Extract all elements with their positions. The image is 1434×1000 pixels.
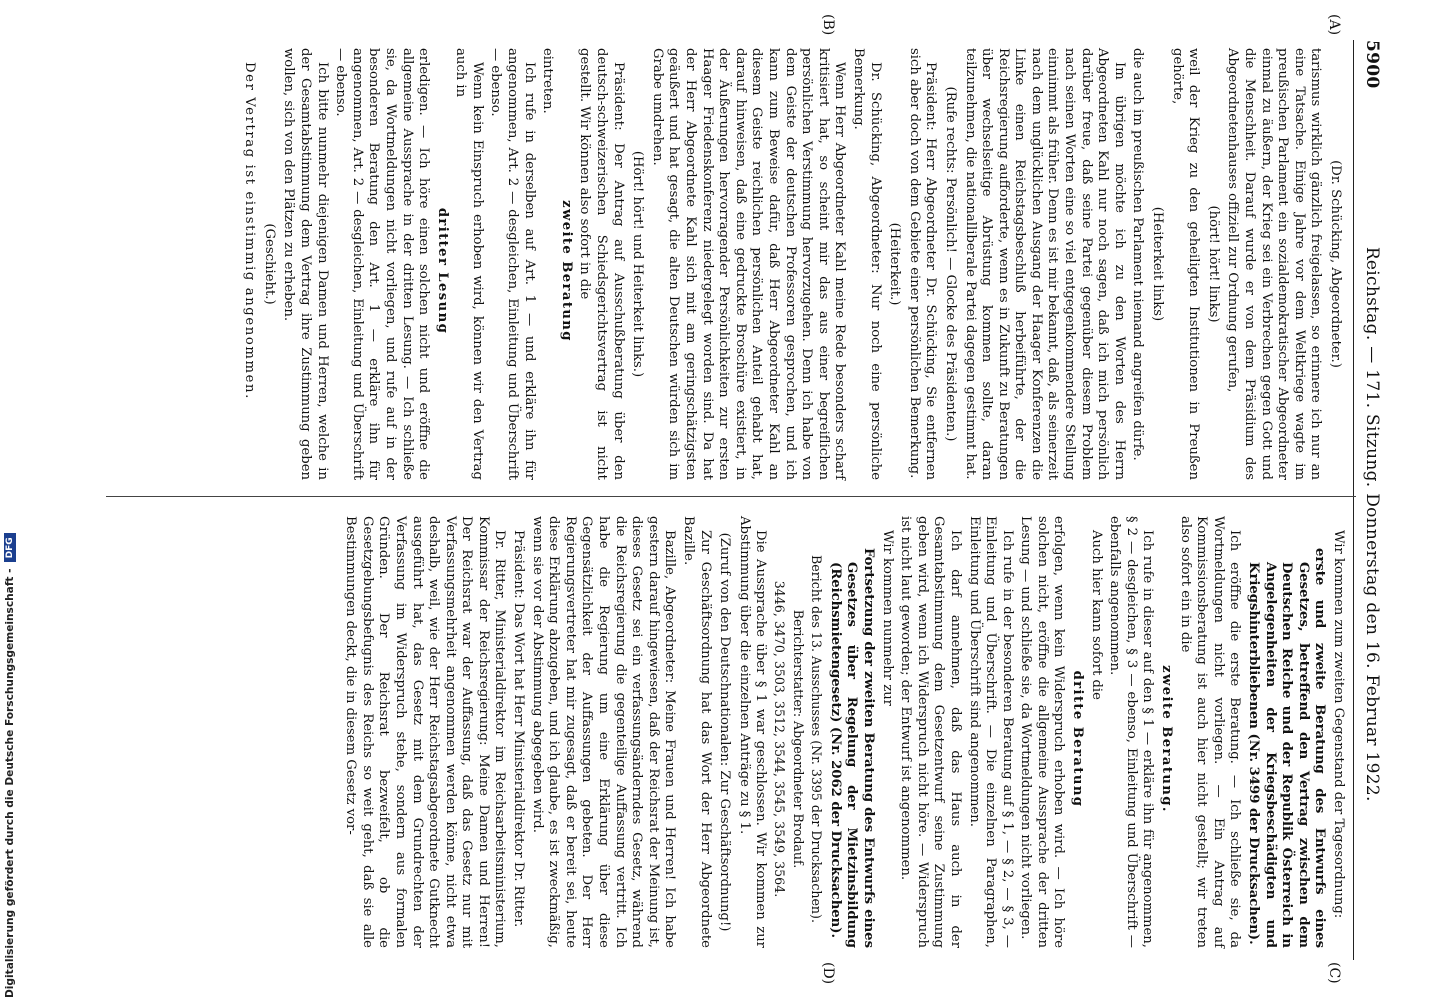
margin-mark-a: (A) [1326, 14, 1342, 36]
interjection: (Heiterkeit.) [887, 222, 903, 306]
credit-text: Digitalisierung gefördert durch die Deutsche Forschungsgemeinschaft - [4, 568, 16, 998]
section-heading: zweite Beratung [558, 200, 574, 342]
interjection: (Zuruf von den Deutschnationalen: Zur Geschäftsordnung!) [717, 532, 733, 932]
reference-line: Bericht des 13. Ausschusses (Nr. 3395 der Drucksachen). [809, 555, 825, 923]
paragraph: Bazille, Abgeordneter: Meine Frauen und Herren! Ich habe gestern darauf hingewiesen, daß der Reichsrat der Meinung ist, dieses Gesetz sei ein verfassungsänderndes Gesetz, während die Reichsregierung die gegenteilige Auffassung vertritt. Ich habe die Regierung um eine Erklärung über diese Gegensätzlichkeit der Auffassungen gebeten. Der Herr Regierungsvertreter hat mir zugesagt, daß er bereit sei, heute diese Erklärung abzugeben, und ich glaube, es ist zweckmäßig, wenn sie vor der Abstimmung abgegeben wird. [529, 516, 678, 948]
paragraph: Dr. Schücking, Abgeordneter: Nur noch eine persönliche Bemerkung. [850, 48, 883, 480]
paragraph: Wenn Herr Abgeordneter Kahl meine Rede besonders scharf kritisiert hat, so scheint mir das aus einer begreiflichen persönlichen Verstimmung hervorzugehen. Denn ich habe von dem Geiste der deutschen Professoren gesprochen, und ich kann zum Beweise dafür, daß Herr Abgeordneter Kahl an diesem Geiste reichlichen persönlichen Anteil gehabt hat, darauf hinweisen, daß eine gedruckte Broschüre existiert, in der Äußerungen hervorragender Persönlichkeiten zur ersten Haager Friedenskonferenz niedergelegt worden sind. Da hat der Herr Abgeordnete Kahl sich mit am geringschätzigsten geäußert und hat gesagt, die alten Deutschen würden sich im Grabe umdrehen. [649, 48, 848, 480]
paragraph: weil der Krieg zu den geheiligten Institutionen in Preußen gehörte, [1169, 48, 1202, 480]
paragraph: Ich rufe in dieser auf den § 1 — erkläre ihn für angenommen, § 2 — desgleichen, § 3 — ebenso, Einleitung und Überschrift — ebenfalls angenommen. [1107, 516, 1156, 948]
margin-mark-b: (B) [820, 14, 836, 36]
section-heading: dritter Lesung [434, 207, 450, 335]
paragraph: erledigen. — Ich höre einen solchen nicht und eröffne die allgemeine Aussprache in der dritten Lesung. — Ich schließe sie, da Wortmeldungen nicht vorliegen, und rufe auf in der besonderen Beratung den Art. 1 — erkläre ihn für angenommen, Art. 2 — desgleichen, Einleitung und Überschrift — ebenso. [333, 48, 432, 480]
president-remark: Präsident: Das Wort hat Herr Ministerialdirektor Dr. Ritter. [511, 530, 527, 928]
paragraph: tarismus wirklich gänzlich freigelassen, so erinnere ich nur an eine Tatsache. Einige Jahre vor dem Weltkriege wagte im preußischen Parlament ein sozialdemokratischer Abgeordneter einmal zu äußern, der Krieg sei ein Verbrechen gegen Gott und die Menschheit. Darauf wurde er von dem Präsidium des Abgeordnetenhauses offiziell zur Ordnung gerufen, [1225, 48, 1324, 480]
right-column [340, 516, 1346, 948]
speaker-ref: (Dr. Schücking, Abgeordneter.) [1328, 160, 1343, 368]
page-title: Reichstag. — 171. Sitzung. Donnerstag den 16. Februar 1922. [1362, 246, 1382, 802]
paragraph: Ich rufe in der besonderen Beratung auf § 1, — § 2, — § 3, — Einleitung und Überschrift. — Die einzelnen Paragraphen, Einleitung und Überschrift sind angenommen. [966, 516, 1015, 948]
president-remark: Präsident: Herr Abgeordneter Dr. Schücking, Sie entfernen sich aber doch von dem Gebiete einer persönlichen Bemerkung. [906, 48, 939, 480]
president-remark: Präsident: Der Antrag auf Ausschußberatung über den deutsch-schweizerischen Schiedsgerichtsvertrag ist nicht gestellt. Wir können also sofort in die [577, 48, 626, 480]
paragraph: Im übrigen möchte ich zu den Worten des Herrn Abgeordneten Kahl nur noch sagen, daß ich mich persönlich darüber freue, daß seine Partei gegenüber diesem Problem nach seinen Worten eine so viel entgegenkommendere Stellung einnimmt als früher. Denn es ist mir bekannt, daß, als seinerzeit nach dem unglücklichen Ausgang der Haager Konferenzen die Linke einen Reichstagsbeschluß herbeiführte, der die Reichsregierung aufforderte, wenn es in Zukunft zu Beratungen über wechselseitige Abrüstung kommen sollte, daran teilzunehmen, die nationalliberale Partei dagegen gestimmt hat. [962, 48, 1127, 480]
interjection: (Heiterkeit links) [1150, 206, 1166, 322]
paragraph: Wir kommen nunmehr zur [879, 530, 895, 706]
agenda-item: Fortsetzung der zweiten Beratung des Entwurfs eines Gesetzes über Regelung der Mietzinsbildung (Reichsmietengesetz) (Nr. 2062 der Drucksachen). [827, 548, 876, 948]
section-heading: dritte Beratung [1070, 670, 1086, 808]
paragraph: Dr. Ritter, Ministerialdirektor im Reichsarbeitsministerium, Kommissar der Reichsregierung: Meine Damen und Herren! Der Reichsrat war der Auffassung, daß das Gesetz nur mit Verfassungsmehrheit angenommen werden könne, nicht etwa deshalb, weil, wie der Herr Reichstagsabgeordnete Gutknecht ausgeführt hat, das Gesetz mit dem Grundrechten der Verfassung im Widerspruch stehe, sondern aus formalen Gründen. Der Reichsrat bezweifelt, ob die Gesetzgebungsbefugnis des Reichs so weit geht, daß sie alle Bestimmungen deckt, die in diesem Gesetz vor- [343, 516, 508, 948]
paragraph: Auch hier kann sofort die [1088, 530, 1104, 700]
section-heading: zweite Beratung. [1159, 665, 1175, 813]
header-rule [1353, 40, 1354, 960]
margin-mark-d: (D) [820, 962, 836, 985]
paragraph: Zur Geschäftsordnung hat das Wort der Herr Abgeordnete Bazille. [681, 516, 713, 948]
page-number: 5900 [1362, 40, 1382, 89]
rotated-page [96, 0, 1396, 1000]
interjection: (Hört! hört! und Heiterkeit links.) [630, 150, 646, 378]
paragraph: Ich darf annehmen, daß das Haus auch in der Gesamtabstimmung dem Gesetzentwurf seine Zustimmung geben wird, wenn ich Widerspruch nicht höre. — Widerspruch ist nicht laut geworden; der Entwurf ist angenommen. [898, 516, 963, 948]
paragraph: Ich rufe in derselben auf Art. 1 — und erkläre ihn für angenommen, Art. 2 — desgleichen, Einleitung und Überschrift — ebenso. [488, 48, 537, 480]
paragraph: eintreten. [540, 48, 556, 114]
paragraph: Die Aussprache über § 1 war geschlossen. Wir kommen zur Abstimmung über die einzelnen Anträge zu § 1. [736, 516, 769, 948]
digitization-credit [4, 533, 16, 998]
paragraph: Der Vertrag ist einstimmig angenommen. [242, 62, 258, 400]
column-divider [106, 496, 1356, 497]
interjection: (Geschieht.) [261, 223, 277, 305]
paragraph: Ich eröffne die erste Beratung. — Ich schließe sie, da Wortmeldungen nicht vorliegen. — Ein Antrag auf Kommissionsberatung ist auch hier nicht gestellt; wir treten also sofort ein in die [1177, 516, 1243, 948]
page-header [1360, 40, 1382, 960]
dfg-logo: DFG [4, 533, 16, 562]
reference-line: Berichterstatter: Abgeordneter Brodauf. [790, 609, 806, 869]
left-column [239, 48, 1346, 480]
margin-mark-c: (C) [1326, 962, 1342, 984]
agenda-item: erste und zweite Beratung des Entwurfs eines Gesetzes, betreffend den Vertrag zwischen dem Deutschen Reiche und der Republik Österreich in Angelegenheiten der Kriegsbeschädigten und Kriegshinterbliebenen (Nr. 3499 der Drucksachen). [1246, 548, 1328, 948]
paragraph: erfolgen, wenn kein Widerspruch erhoben wird. — Ich höre solchen nicht, eröffne die allgemeine Aussprache der dritten Lesung — und schließe sie, da Wortmeldungen nicht vorliegen. [1018, 516, 1067, 948]
paragraph: Ich bitte nunmehr diejenigen Damen und Herren, welche in der Gesamtabstimmung dem Vertrag ihre Zustimmung geben wollen, sich von den Plätzen zu erheben. [281, 48, 330, 480]
reference-line: 3446, 3470, 3503, 3512, 3544, 3545, 3549, 3564. [772, 580, 787, 898]
paragraph: die auch im preußischen Parlament niemand angreifen dürfe. [1130, 48, 1146, 461]
paragraph: Wir kommen zum zweiten Gegenstand der Tagesordnung: [1331, 530, 1346, 919]
interjection: (hört! hört! links) [1205, 205, 1221, 323]
interjection: (Rufe rechts: Persönlich! — Glocke des Präsidenten.) [942, 86, 958, 442]
paragraph: Wenn kein Einspruch erhoben wird, können wir den Vertrag auch in [453, 48, 485, 480]
